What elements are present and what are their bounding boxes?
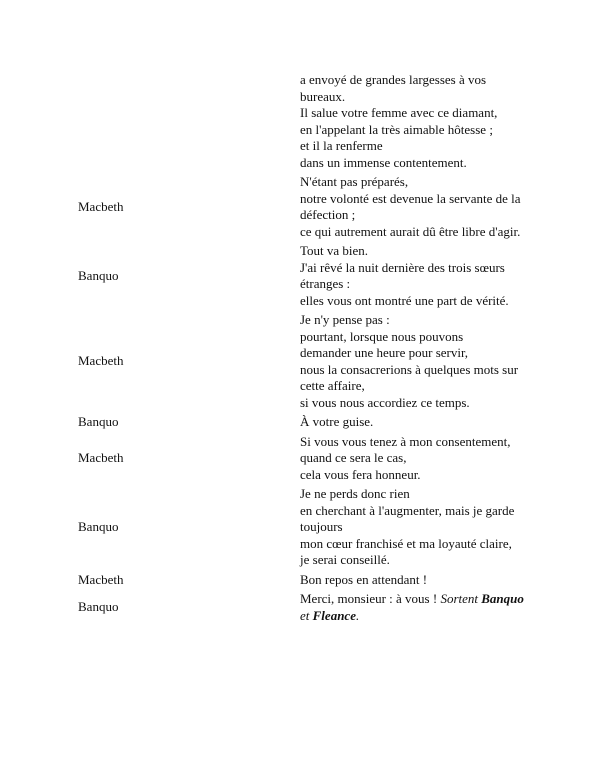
speech-text — [300, 72, 532, 171]
speech-text — [300, 243, 532, 309]
speech-line: Je ne perds donc rien — [300, 486, 410, 501]
speech-text — [300, 572, 532, 589]
speaker-name: Macbeth — [78, 198, 124, 214]
speech-line: je serai conseillé. — [300, 552, 390, 567]
speech-text — [300, 591, 532, 624]
speech-line: si vous nous accordiez ce temps. — [300, 394, 470, 410]
speaker-name: Macbeth — [78, 450, 124, 465]
speaker-name: Banquo — [78, 519, 119, 534]
speech-line: J'ai rêvé la nuit dernière des trois sœurs étranges : — [300, 259, 505, 291]
dialogue-row — [78, 312, 538, 411]
speech-line: Bon repos en attendant ! — [300, 571, 428, 587]
speech-line: demander une heure pour servir, — [300, 345, 469, 360]
speaker-name: Banquo — [78, 267, 119, 283]
speaker-name: Banquo — [78, 414, 119, 429]
stage-direction-banquo: Banquo — [481, 591, 524, 606]
dialogue-row — [78, 72, 538, 171]
speech-line: en cherchant à l'augmenter, mais je garde toujours — [300, 502, 515, 534]
dialogue-row — [78, 243, 538, 309]
speech-line: Si vous vous tenez à mon consentement, quand ce sera le cas, — [300, 433, 511, 465]
stage-direction-fleance: Fleance — [312, 607, 356, 623]
speech-line: a envoyé de grandes largesses à vos bureaux. — [300, 72, 487, 104]
speech-text — [300, 312, 532, 411]
speech-line: ce qui autrement aurait dû être libre d'agir. — [300, 223, 521, 239]
speech-line: Je n'y pense pas : — [300, 312, 390, 327]
speech-line: Il salue votre femme avec ce diamant, — [300, 105, 498, 120]
dialogue-row — [78, 486, 538, 569]
speech-text — [300, 174, 532, 240]
dialogue-row — [78, 591, 538, 624]
speech-line: Tout va bien. — [300, 243, 369, 258]
stage-direction-sortent: Sortent — [440, 591, 479, 606]
speech-text — [300, 486, 532, 569]
speech-line: Merci, monsieur : à vous ! — [300, 591, 438, 606]
stage-direction-end: . — [355, 607, 360, 623]
speech-text — [300, 434, 532, 484]
speech-line: À votre guise. — [300, 414, 374, 429]
final-speech-line — [300, 591, 532, 624]
speech-line: mon cœur franchisé et ma loyauté claire, — [300, 535, 512, 551]
speech-line: et il la renferme — [300, 138, 383, 153]
dialogue-row — [78, 572, 538, 589]
speaker-name: Macbeth — [78, 571, 124, 587]
stage-direction-et: et — [300, 607, 310, 623]
speech-line: dans un immense contentement. — [300, 154, 467, 170]
speech-line: nous la consacrerions à quelques mots sur cette affaire, — [300, 361, 519, 393]
speech-line: pourtant, lorsque nous pouvons — [300, 328, 464, 344]
speech-line: notre volonté est devenue la servante de la défection ; — [300, 190, 521, 222]
speaker-name: Banquo — [78, 599, 119, 615]
dialogue-row — [78, 434, 538, 484]
speech-text — [300, 414, 532, 431]
dialogue-table — [78, 72, 538, 627]
dialogue-row — [78, 414, 538, 431]
speech-line: en l'appelant la très aimable hôtesse ; — [300, 121, 493, 137]
speaker-name: Macbeth — [78, 353, 124, 369]
speech-line: cela vous fera honneur. — [300, 466, 421, 482]
speech-line: elles vous ont montré une part de vérité. — [300, 292, 509, 308]
speech-line: N'étant pas préparés, — [300, 174, 409, 189]
dialogue-row — [78, 174, 538, 240]
